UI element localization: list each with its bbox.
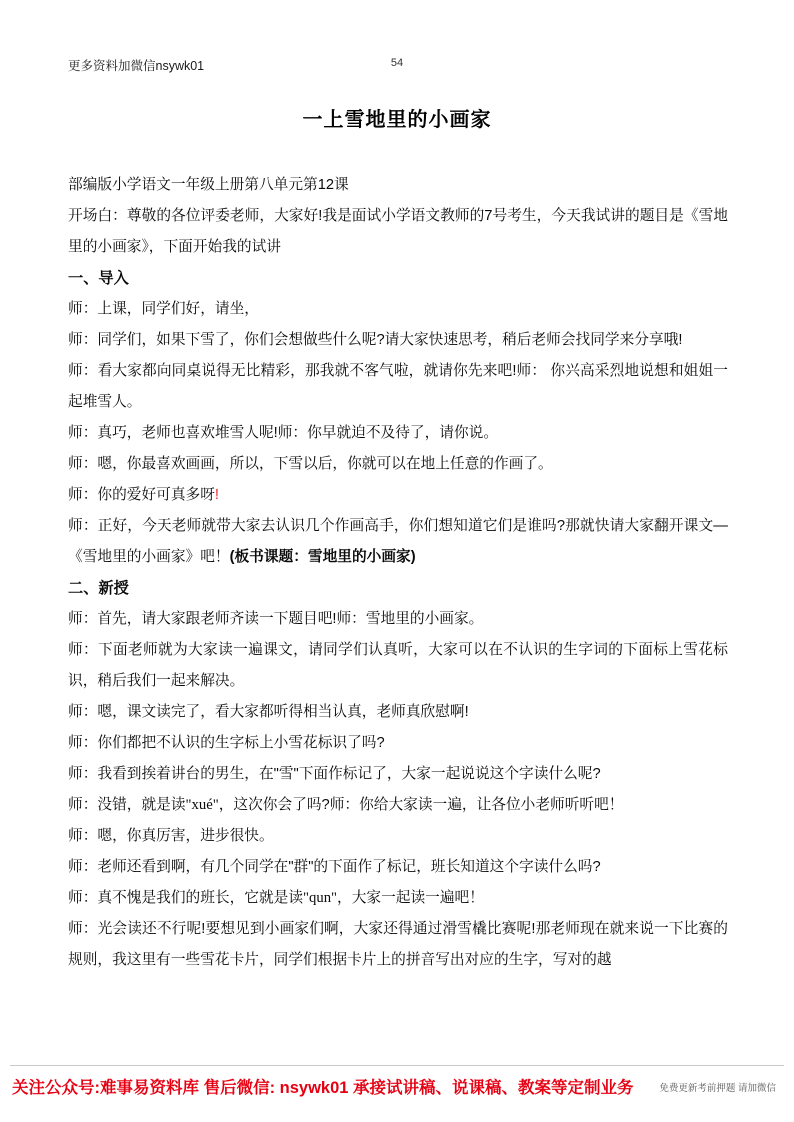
footer-divider: [10, 1065, 784, 1066]
paragraph-line6: 师：真巧，老师也喜欢堆雪人呢!师：你早就迫不及待了，请你说。: [68, 425, 499, 441]
page-number: 54: [390, 57, 404, 69]
section-heading-intro: 一、导入: [68, 270, 129, 287]
page-header: [68, 56, 726, 74]
footer-note-text: 免费更新考前押题 请加微信: [659, 1083, 776, 1094]
paragraph-line14: 师：我看到挨着讲台的男生，在"雪"下面作标记了，大家一起说说这个字读什么呢?: [68, 766, 601, 782]
paragraph-line18-text-a: 师：真不愧是我们的班长，它就是读: [68, 890, 304, 906]
blackboard-note: (板书课题：雪地里的小画家): [229, 549, 416, 565]
paragraph-line7: 师：嗯，你最喜欢画画，所以，下雪以后，你就可以在地上任意的作画了。: [68, 456, 553, 472]
paragraph-line15-text-a: 师：没错，就是读: [68, 797, 186, 813]
paragraph-line9-text: 师：正好，今天老师就带大家去认识几个作画高手，你们想知道它们是谁吗?那就快请大家翻开课文—《雪地里的小画家》吧！: [68, 518, 728, 565]
paragraph-opening: 开场白：尊敬的各位评委老师，大家好!我是面试小学语文教师的7号考生，今天我试讲的题目是《雪地里的小画家》，下面开始我的试讲: [68, 208, 728, 255]
paragraph-line19: 师：光会读还不行呢!要想见到小画家们啊，大家还得通过滑雪橇比赛呢!那老师现在就来说一下比赛的规则，我这里有一些雪花卡片，同学们根据卡片上的拼音写出对应的生字，写对的越: [68, 921, 728, 968]
paragraph-line16: 师：嗯，你真厉害，进步很快。: [68, 828, 274, 844]
header-left-text: 更多资料加微信nsywk01: [68, 59, 205, 73]
paragraph-line17: 师：老师还看到啊，有几个同学在"群"的下面作了标记，班长知道这个字读什么吗?: [68, 859, 601, 875]
pinyin-qun: "qun": [303, 890, 338, 906]
page-footer: [12, 1070, 784, 1104]
paragraph-line8: [68, 480, 728, 511]
paragraph-line8-text: 师：你的爱好可真多呀: [68, 487, 215, 503]
exclamation-mark: !: [214, 487, 219, 503]
paragraph-line10: 师：首先，请大家跟老师齐读一下题目吧!师：雪地里的小画家。: [68, 611, 484, 627]
paragraph-line18-text-b: ，大家一起读一遍吧！: [337, 890, 484, 906]
paragraph-line4: 师：同学们，如果下雪了，你们会想做些什么呢?请大家快速思考，稍后老师会找同学来分享哦!: [68, 332, 683, 348]
paragraph-line3: 师：上课，同学们好，请坐，: [68, 301, 259, 317]
paragraph-line12: 师：嗯，课文读完了，看大家都听得相当认真，老师真欣慰啊!: [68, 704, 469, 720]
page-title: 一上雪地里的小画家: [302, 109, 492, 131]
section-heading-newlesson: 二、新授: [68, 580, 129, 597]
paragraph-line18: [68, 883, 728, 914]
paragraph-line5: 师：看大家都向同桌说得无比精彩，那我就不客气啦，就请你先来吧!师： 你兴高采烈地说想和姐姐一起堆雪人。: [68, 363, 728, 410]
document-body: [68, 170, 728, 976]
paragraph-course-info: 部编版小学语文一年级上册第八单元第12课: [68, 177, 349, 193]
paragraph-line15: [68, 790, 728, 821]
paragraph-line15-text-b: ，这次你会了吗?师：你给大家读一遍，让各位小老师听听吧！: [218, 797, 624, 813]
paragraph-line13: 师：你们都把不认识的生字标上小雪花标识了吗?: [68, 735, 385, 751]
pinyin-xue: "xué": [185, 797, 219, 813]
footer-promo-text: 关注公众号:难事易资料库 售后微信: nsywk01 承接试讲稿、说课稿、教案等定制业务: [12, 1079, 634, 1097]
paragraph-line11: 师：下面老师就为大家读一遍课文，请同学们认真听，大家可以在不认识的生字词的下面标上雪花标识，稍后我们一起来解决。: [68, 642, 728, 689]
paragraph-line9: [68, 511, 728, 573]
